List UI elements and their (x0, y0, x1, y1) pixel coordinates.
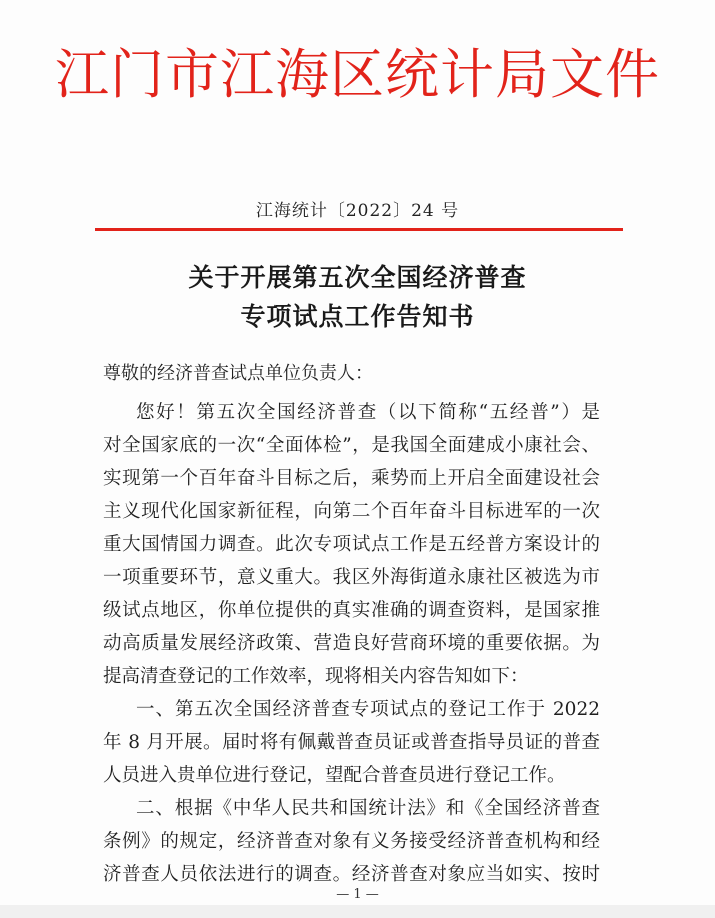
body-line: 对全国家底的一次“全面体检”，是我国全面建成小康社会、 (103, 435, 600, 456)
page-number: — 1 — (336, 887, 379, 902)
body-line: 年 8 月开展。届时将有佩戴普查员证或普查指导员证的普查 (103, 732, 600, 753)
body-line: 人员进入贵单位进行登记，望配合普查员进行登记工作。 (103, 765, 566, 786)
body-line: 实现第一个百年奋斗目标之后，乘势而上开启全面建设社会 (103, 468, 600, 489)
document-title-line-1: 关于开展第五次全国经济普查 (188, 263, 527, 292)
salutation: 尊敬的经济普查试点单位负责人： (103, 363, 373, 384)
scan-bottom-edge (0, 905, 715, 918)
red-separator-line (95, 228, 623, 231)
body-line: 二、根据《中华人民共和国统计法》和《全国经济普查 (136, 798, 600, 819)
body-line: 您好！第五次全国经济普查（以下简称“五经普”）是 (136, 402, 600, 423)
body-line: 一、第五次全国经济普查专项试点的登记工作于 2022 (136, 699, 600, 720)
body-line: 级试点地区，你单位提供的真实准确的调查资料，是国家推 (103, 600, 600, 621)
document-number: 江海统计〔2022〕24 号 (255, 201, 460, 221)
body-line: 提高清查登记的工作效率，现将相关内容告知如下： (103, 666, 529, 687)
body-line: 济普查人员依法进行的调查。经济普查对象应当如实、按时 (103, 864, 600, 885)
body-line: 一项重要环节，意义重大。我区外海街道永康社区被选为市 (103, 567, 600, 588)
body-line: 主义现代化国家新征程，向第二个百年奋斗目标进军的一次 (103, 501, 600, 522)
masthead-title: 江门市江海区统计局文件 (55, 43, 660, 106)
body-line: 重大国情国力调查。此次专项试点工作是五经普方案设计的 (103, 534, 600, 555)
body-line: 条例》的规定，经济普查对象有义务接受经济普查机构和经 (103, 831, 600, 852)
document-title-line-2: 专项试点工作告知书 (240, 302, 475, 331)
body-line: 动高质量发展经济政策、营造良好营商环境的重要依据。为 (103, 633, 600, 654)
